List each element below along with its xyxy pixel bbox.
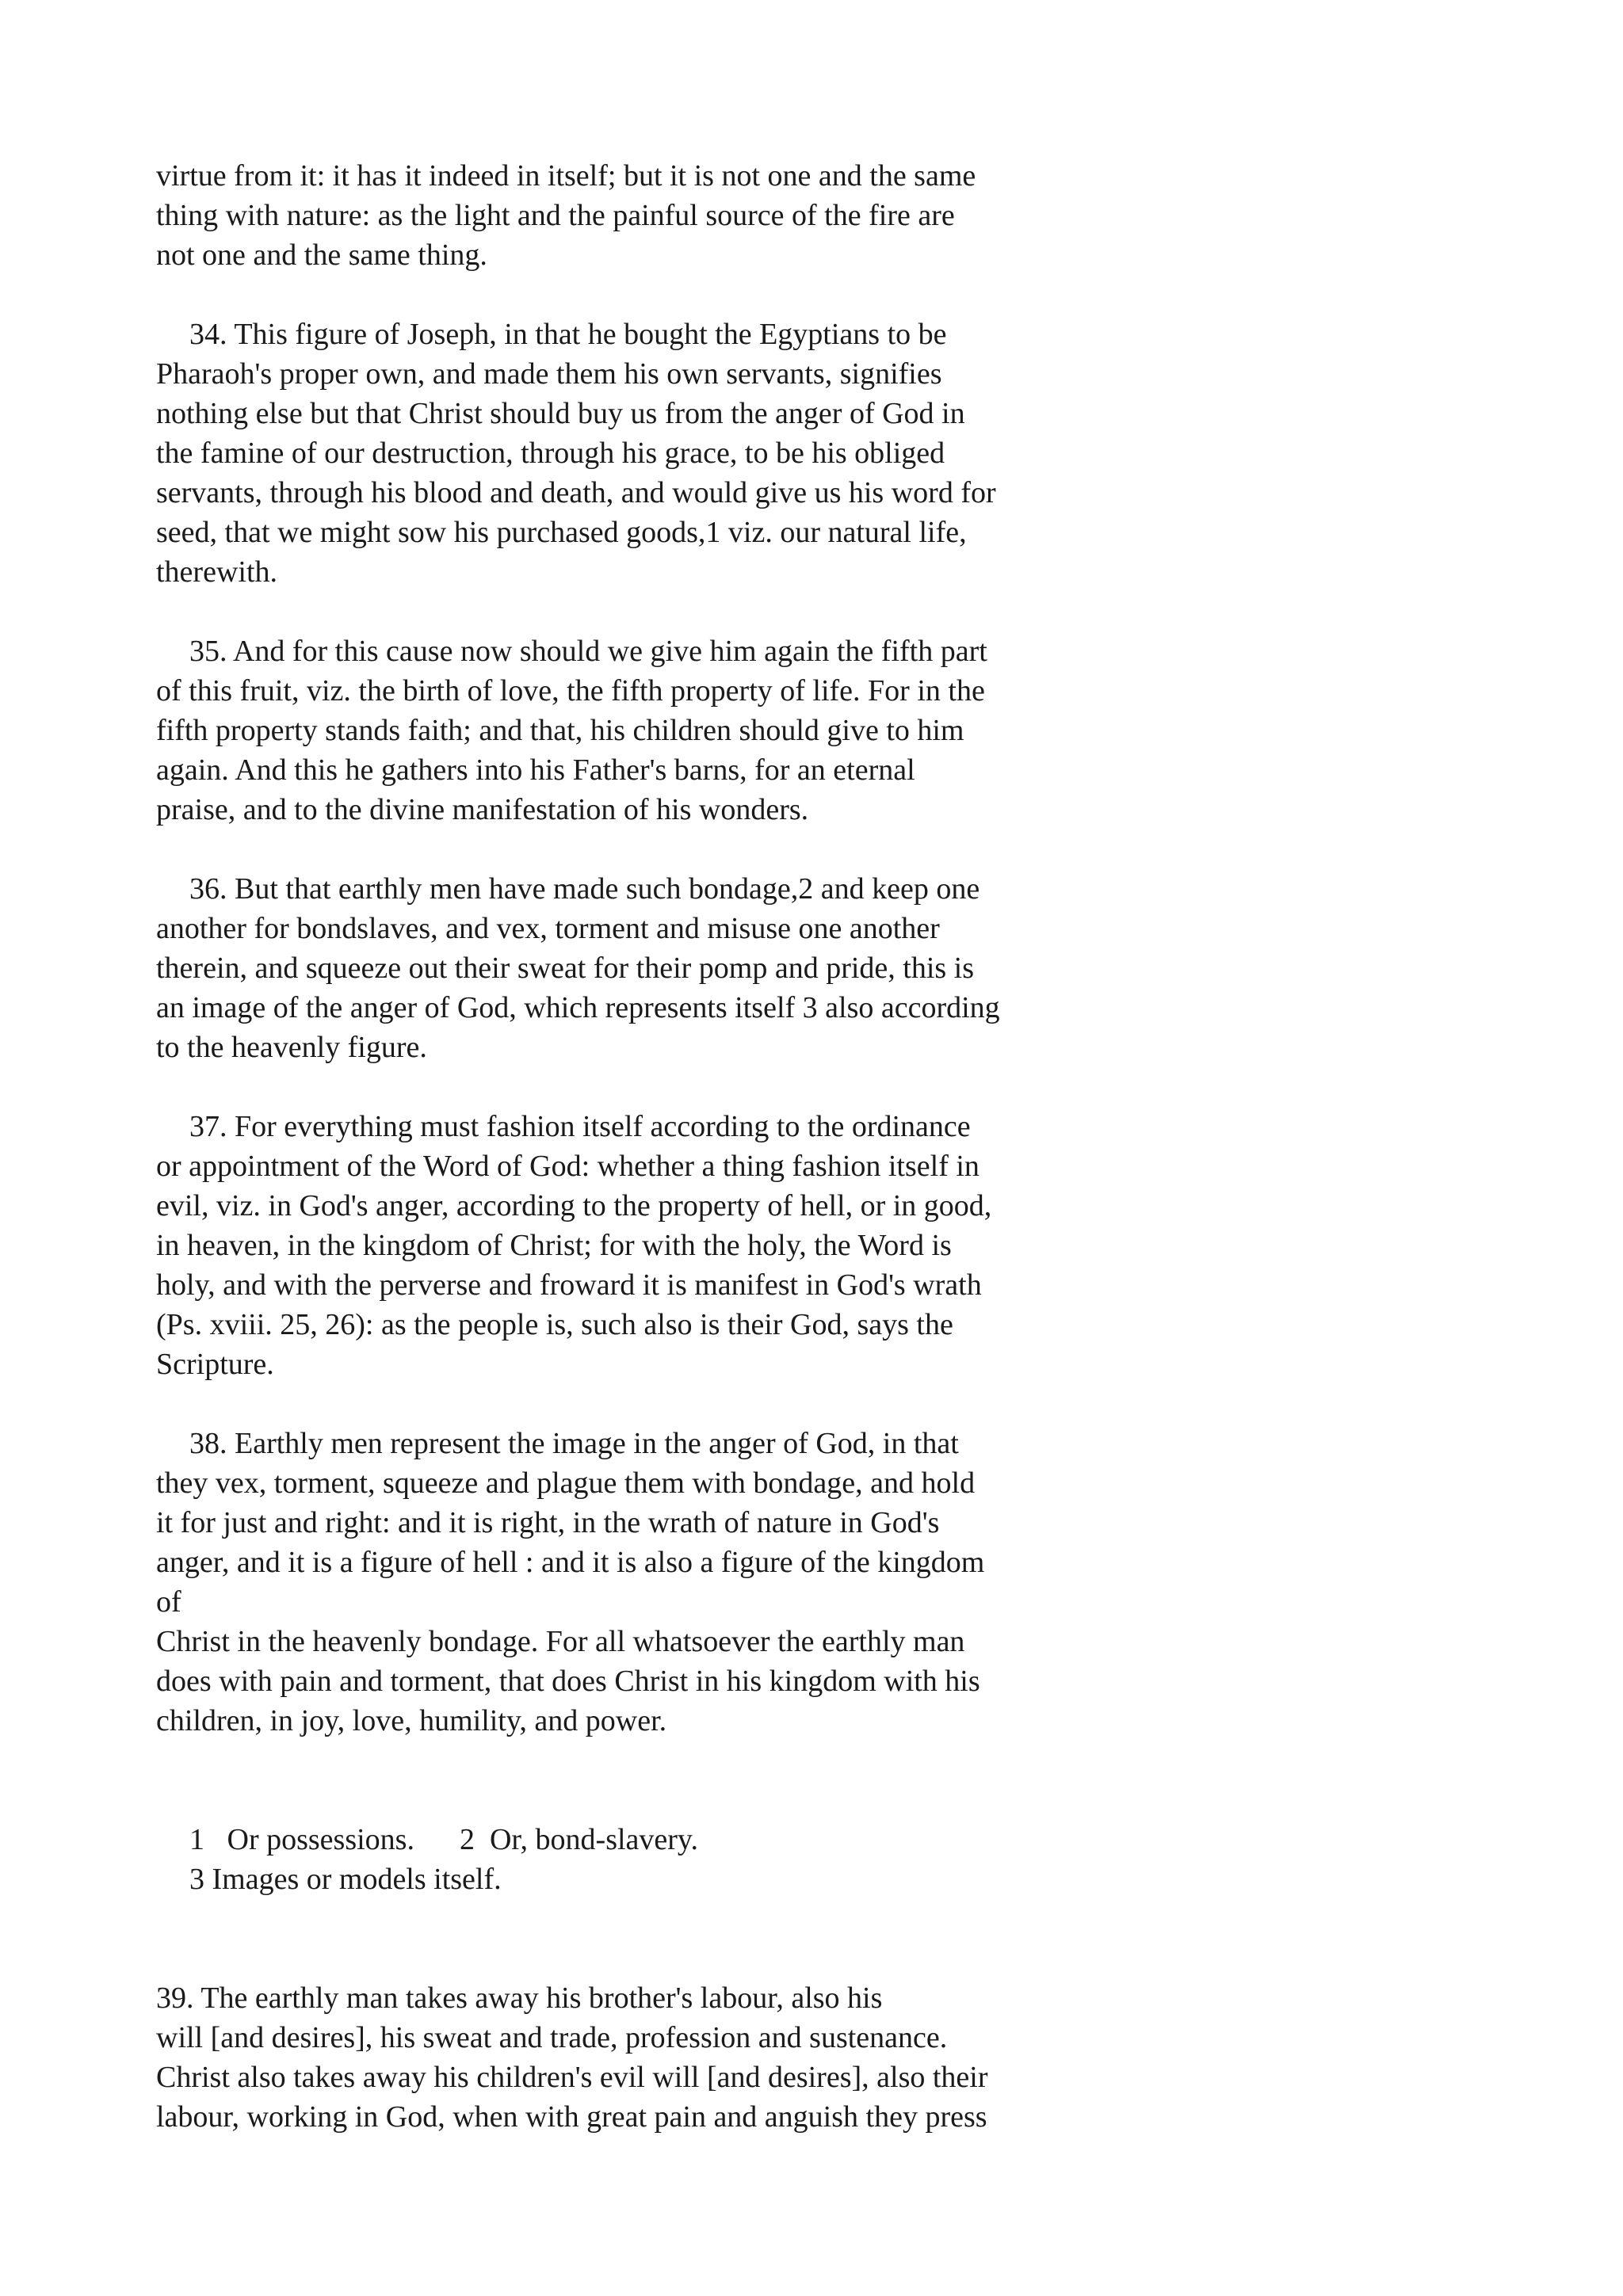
text-line: praise, and to the divine manifestation of his wonders. xyxy=(156,793,809,826)
paragraph-39 xyxy=(156,1978,1170,2137)
text-line: another for bondslaves, and vex, torment and misuse one another xyxy=(156,912,940,945)
footnote-line: 3 Images or models itself. xyxy=(189,1863,502,1896)
paragraph-first-line: 34. This figure of Joseph, in that he bought the Egyptians to be xyxy=(189,318,947,351)
paragraph-first-line: 36. But that earthly men have made such bondage,2 and keep one xyxy=(189,872,980,906)
paragraph-36 xyxy=(156,869,1170,1067)
footnotes xyxy=(156,1820,1170,1899)
paragraph-35 xyxy=(156,631,1170,830)
text-line: again. And this he gathers into his Father's barns, for an eternal xyxy=(156,753,915,787)
text-line: Christ also takes away his children's evil will [and desires], also their xyxy=(156,2061,988,2094)
footnote-line: 1 Or possessions. 2 Or, bond-slavery. xyxy=(189,1823,698,1856)
text-line: holy, and with the perverse and froward it is manifest in God's wrath xyxy=(156,1268,982,1302)
text-line: they vex, torment, squeeze and plague them with bondage, and hold xyxy=(156,1466,976,1500)
paragraph-37 xyxy=(156,1107,1170,1384)
text-line: (Ps. xviii. 25, 26): as the people is, such also is their God, says the xyxy=(156,1308,953,1341)
text-line: evil, viz. in God's anger, according to the property of hell, or in good, xyxy=(156,1189,992,1222)
text-line: thing with nature: as the light and the painful source of the fire are xyxy=(156,199,955,232)
text-line: Scripture. xyxy=(156,1348,274,1381)
text-line: Christ in the heavenly bondage. For all whatsoever the earthly man xyxy=(156,1625,965,1658)
text-line: therein, and squeeze out their sweat for their pomp and pride, this is xyxy=(156,952,975,985)
paragraph-38 xyxy=(156,1424,1170,1741)
text-line: of xyxy=(156,1585,181,1619)
text-line: Pharaoh's proper own, and made them his own servants, signifies xyxy=(156,357,942,391)
text-line: children, in joy, love, humility, and power. xyxy=(156,1704,667,1737)
text-line: fifth property stands faith; and that, his children should give to him xyxy=(156,714,964,747)
paragraph-first-line: 39. The earthly man takes away his brother's labour, also his xyxy=(156,1981,883,2015)
paragraph-first-line: 38. Earthly men represent the image in the anger of God, in that xyxy=(189,1427,959,1460)
text-line: it for just and right: and it is right, in the wrath of nature in God's xyxy=(156,1506,940,1539)
text-line: of this fruit, viz. the birth of love, the fifth property of life. For in the xyxy=(156,674,985,707)
text-line: or appointment of the Word of God: whether a thing fashion itself in xyxy=(156,1150,980,1183)
paragraph-first-line: 37. For everything must fashion itself according to the ordinance xyxy=(189,1110,971,1143)
text-line: to the heavenly figure. xyxy=(156,1031,427,1064)
text-line: anger, and it is a figure of hell : and it is also a figure of the kingdom xyxy=(156,1546,985,1579)
paragraph-first-line: 35. And for this cause now should we give him again the fifth part xyxy=(189,635,987,668)
text-line: therewith. xyxy=(156,555,278,589)
continuation-paragraph xyxy=(156,156,1170,275)
text-line: seed, that we might sow his purchased goods,1 viz. our natural life, xyxy=(156,516,967,549)
text-line: does with pain and torment, that does Christ in his kingdom with his xyxy=(156,1665,980,1698)
text-line: will [and desires], his sweat and trade, profession and sustenance. xyxy=(156,2021,948,2054)
text-line: an image of the anger of God, which represents itself 3 also according xyxy=(156,991,1000,1024)
text-line: the famine of our destruction, through his grace, to be his obliged xyxy=(156,437,945,470)
text-line: nothing else but that Christ should buy us from the anger of God in xyxy=(156,397,965,430)
text-line: labour, working in God, when with great pain and anguish they press xyxy=(156,2100,987,2134)
text-line: in heaven, in the kingdom of Christ; for with the holy, the Word is xyxy=(156,1229,952,1262)
text-line: servants, through his blood and death, and would give us his word for xyxy=(156,476,996,509)
paragraph-34 xyxy=(156,315,1170,592)
text-line: virtue from it: it has it indeed in itself; but it is not one and the same xyxy=(156,159,976,193)
text-line: not one and the same thing. xyxy=(156,238,487,272)
